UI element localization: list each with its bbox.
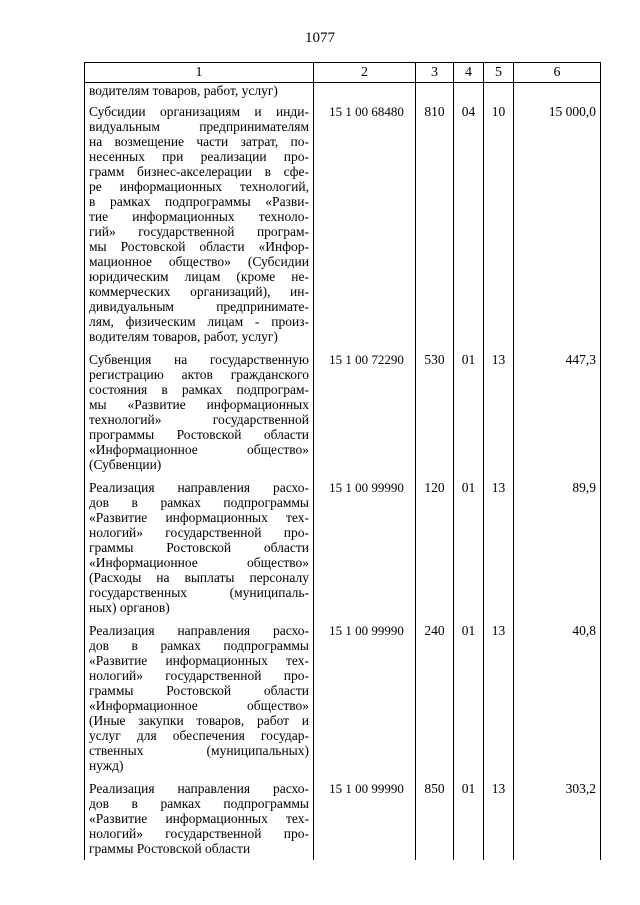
description-line: юридическим лицам (кроме не-: [89, 269, 309, 284]
description-line: граммы Ростовской области: [89, 540, 309, 555]
table-body: [85, 83, 601, 861]
description-line: (Субвенции): [89, 457, 162, 472]
description-line: дов в рамках подпрограммы: [89, 796, 309, 811]
description-line: технологий» государственной: [89, 412, 309, 427]
description-line: дивидуальным предпринимате-: [89, 299, 309, 314]
description-line: нужд): [89, 758, 124, 773]
row-description: [85, 777, 314, 860]
description-line: дов в рамках подпрограммы: [89, 638, 309, 653]
page-number: 1077: [305, 30, 335, 46]
target-article-code: 15 1 00 99990: [314, 476, 416, 619]
description-line: ных) органов): [89, 600, 170, 615]
target-article-code: 15 1 00 99990: [314, 777, 416, 860]
description-line: на возмещение части затрат, по-: [89, 134, 309, 149]
description-line: водителям товаров, работ, услуг): [89, 83, 278, 98]
description-line: «Информационное общество»: [89, 442, 309, 457]
amount-value: 15 000,0: [514, 100, 601, 348]
description-line: лям, физическим лицам - произ-: [89, 314, 309, 329]
expense-type-code: 850: [416, 777, 454, 860]
amount-value: 303,2: [514, 777, 601, 860]
header-row: [85, 63, 601, 83]
description-line: нологий» государственной про-: [89, 525, 309, 540]
amount-value: 89,9: [514, 476, 601, 619]
section-code: [454, 83, 484, 101]
description-line: водителям товаров, работ, услуг): [89, 329, 278, 344]
row-description: [85, 619, 314, 777]
description-line: «Информационное общество»: [89, 698, 309, 713]
description-line: коммерческих организаций), ин-: [89, 284, 309, 299]
description-line: Субсидии организациям и инди-: [89, 104, 309, 119]
row-description: [85, 348, 314, 476]
expense-type-code: [416, 83, 454, 101]
description-line: несенных при реализации про-: [89, 149, 309, 164]
header-col-3: 3: [416, 63, 454, 83]
description-line: нологий» государственной про-: [89, 668, 309, 683]
table-row: [85, 83, 601, 101]
subsection-code: 13: [484, 348, 514, 476]
description-line: (Иные закупки товаров, работ и: [89, 713, 309, 728]
section-code: 01: [454, 619, 484, 777]
description-line: государственных (муниципаль-: [89, 585, 309, 600]
subsection-code: [484, 83, 514, 101]
expense-type-code: 240: [416, 619, 454, 777]
description-line: гий» государственной програм-: [89, 224, 309, 239]
subsection-code: 13: [484, 476, 514, 619]
description-line: «Развитие информационных тех-: [89, 653, 309, 668]
description-line: в рамках подпрограммы «Разви-: [89, 194, 309, 209]
section-code: 04: [454, 100, 484, 348]
row-description: [85, 83, 314, 101]
description-line: программы Ростовской области: [89, 427, 309, 442]
description-line: «Развитие информационных тех-: [89, 510, 309, 525]
description-line: состояния в рамках подпрограм-: [89, 382, 309, 397]
header-col-1: 1: [85, 63, 314, 83]
target-article-code: 15 1 00 72290: [314, 348, 416, 476]
target-article-code: [314, 83, 416, 101]
description-line: «Информационное общество»: [89, 555, 309, 570]
amount-value: [514, 83, 601, 101]
description-line: дов в рамках подпрограммы: [89, 495, 309, 510]
description-line: ственных (муниципальных): [89, 743, 309, 758]
target-article-code: 15 1 00 68480: [314, 100, 416, 348]
description-line: граммы Ростовской области: [89, 683, 309, 698]
row-description: [85, 476, 314, 619]
description-line: «Развитие информационных тех-: [89, 811, 309, 826]
description-line: грамм бизнес-акселерации в сфе-: [89, 164, 309, 179]
subsection-code: 13: [484, 777, 514, 860]
description-line: Субвенция на государственную: [89, 352, 309, 367]
row-description: [85, 100, 314, 348]
table-row: [85, 476, 601, 619]
description-line: Реализация направления расхо-: [89, 480, 309, 495]
budget-table: [84, 62, 601, 860]
description-line: (Расходы на выплаты персоналу: [89, 570, 309, 585]
description-line: граммы Ростовской области: [89, 841, 251, 856]
header-col-2: 2: [314, 63, 416, 83]
description-line: мационное общество» (Субсидии: [89, 254, 309, 269]
subsection-code: 10: [484, 100, 514, 348]
section-code: 01: [454, 476, 484, 619]
expense-type-code: 530: [416, 348, 454, 476]
expense-type-code: 120: [416, 476, 454, 619]
description-line: мы Ростовской области «Инфор-: [89, 239, 309, 254]
table-row: [85, 100, 601, 348]
description-line: Реализация направления расхо-: [89, 781, 309, 796]
description-line: мы «Развитие информационных: [89, 397, 309, 412]
table-row: [85, 348, 601, 476]
section-code: 01: [454, 777, 484, 860]
header-col-6: 6: [514, 63, 601, 83]
description-line: видуальным предпринимателям: [89, 119, 309, 134]
table-row: [85, 777, 601, 860]
description-line: регистрацию актов гражданского: [89, 367, 309, 382]
description-line: ре информационных технологий,: [89, 179, 309, 194]
amount-value: 447,3: [514, 348, 601, 476]
header-col-5: 5: [484, 63, 514, 83]
table-header: [85, 63, 601, 83]
target-article-code: 15 1 00 99990: [314, 619, 416, 777]
amount-value: 40,8: [514, 619, 601, 777]
subsection-code: 13: [484, 619, 514, 777]
expense-type-code: 810: [416, 100, 454, 348]
description-line: нологий» государственной про-: [89, 826, 309, 841]
description-line: тие информационных техноло-: [89, 209, 309, 224]
table-row: [85, 619, 601, 777]
description-line: услуг для обеспечения государ-: [89, 728, 309, 743]
section-code: 01: [454, 348, 484, 476]
description-line: Реализация направления расхо-: [89, 623, 309, 638]
header-col-4: 4: [454, 63, 484, 83]
